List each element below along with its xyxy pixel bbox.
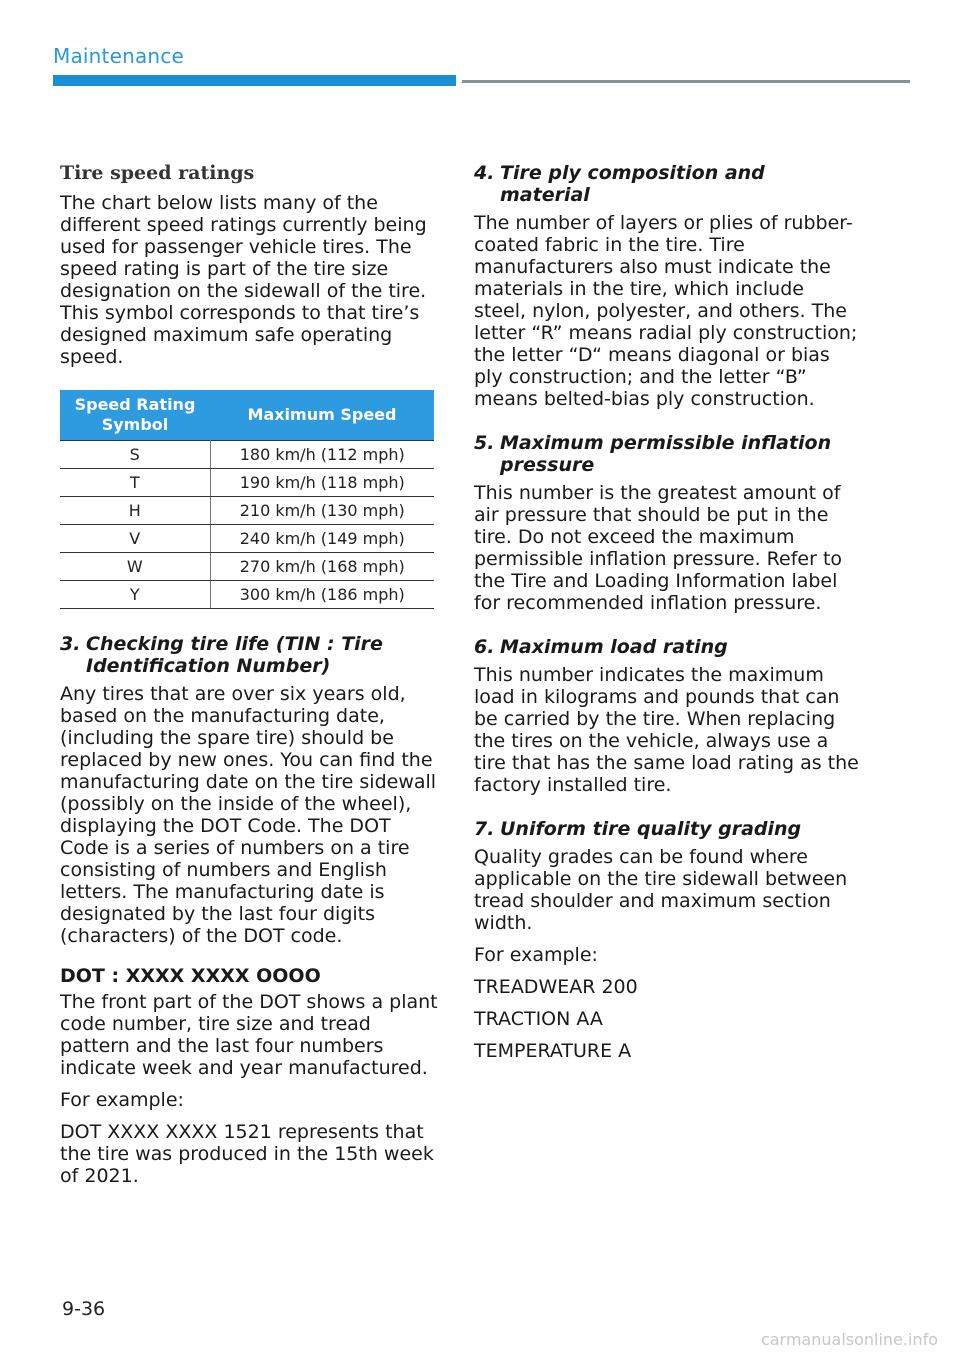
speed-symbol: T (60, 469, 210, 497)
speed-ratings-heading: Tire speed ratings (60, 162, 255, 184)
speed-ratings-intro: The chart below lists many of the different speed ratings currently being used for passenger vehicle tires. The speed rating is part of the tire size designation on the sidewall of the tire. This symbol corresponds to that tire’s designed maximum safe operating speed. (60, 192, 427, 368)
section-5-heading (474, 432, 860, 476)
max-speed: 210 km/h (130 mph) (210, 497, 434, 525)
dot-example: DOT XXXX XXXX 1521 represents that the tire was produced in the 15th week of 2021. (60, 1121, 434, 1187)
page-number: 9-36 (62, 1298, 106, 1320)
section-title: Maintenance (53, 44, 184, 68)
section-4-title: Tire ply composition and material (500, 162, 765, 206)
max-speed: 190 km/h (118 mph) (210, 469, 434, 497)
section-6-number: 6. (474, 636, 495, 658)
section-7-number: 7. (474, 818, 495, 840)
section-7-body: Quality grades can be found where applicable on the tire sidewall between tread shoulder and maximum section width. (474, 846, 848, 934)
section-3-body: Any tires that are over six years old, based on the manufacturing date, (including the spare tire) should be replaced by new ones. You can find the manufacturing date on the tire sidewall (possibly on the inside of the wheel), displaying the DOT Code. The DOT Code is a series of numbers on a tire consisting of numbers and English letters. The manufacturing date is designated by the last four digits (characters) of the DOT code. (60, 683, 437, 947)
speed-rating-table (60, 390, 434, 609)
left-column (60, 160, 438, 1187)
grading-treadwear: TREADWEAR 200 (474, 976, 638, 998)
table-header-speed: Maximum Speed (210, 390, 434, 441)
speed-symbol: W (60, 553, 210, 581)
section-3-title: Checking tire life (TIN : Tire Identification Number) (86, 633, 383, 677)
section-6-title: Maximum load rating (500, 636, 728, 658)
section-7-example-label: For example: (474, 944, 598, 966)
right-column (474, 160, 860, 1062)
speed-symbol: S (60, 441, 210, 469)
section-7-heading (474, 818, 860, 840)
table-row (60, 553, 434, 581)
section-6-heading (474, 636, 860, 658)
dot-code-body: The front part of the DOT shows a plant code number, tire size and tread pattern and the last four numbers indicate week and year manufactured. (60, 991, 438, 1079)
section-5-title: Maximum permissible inflation pressure (500, 432, 832, 476)
section-5-body: This number is the greatest amount of air pressure that should be put in the tire. Do not exceed the maximum permissible inflation pressure. Refer to the Tire and Loading Information label for recommended inflation pressure. (474, 482, 843, 614)
table-header-row (60, 390, 434, 441)
grading-traction: TRACTION AA (474, 1008, 603, 1030)
section-4-body: The number of layers or plies of rubber-coated fabric in the tire. Tire manufacturers also must indicate the materials in the tire, which include steel, nylon, polyester, and others. The letter “R” means radial ply construction; the letter “D“ means diagonal or bias ply construction; and the letter “B” means belted-bias ply construction. (474, 212, 858, 410)
speed-symbol: Y (60, 581, 210, 609)
header-rule-accent (53, 75, 456, 86)
section-4-number: 4. (474, 162, 495, 184)
section-4-heading (474, 162, 860, 206)
table-row (60, 525, 434, 553)
table-row (60, 581, 434, 609)
speed-symbol: V (60, 525, 210, 553)
section-5-number: 5. (474, 432, 495, 454)
section-3-heading (60, 633, 438, 677)
watermark: carmanualsonline.info (760, 1330, 938, 1349)
grading-temperature: TEMPERATURE A (474, 1040, 632, 1062)
table-row (60, 497, 434, 525)
dot-example-label: For example: (60, 1089, 184, 1111)
section-3-number: 3. (60, 633, 81, 655)
table-row (60, 441, 434, 469)
max-speed: 300 km/h (186 mph) (210, 581, 434, 609)
header-rule (462, 80, 910, 83)
speed-symbol: H (60, 497, 210, 525)
max-speed: 180 km/h (112 mph) (210, 441, 434, 469)
max-speed: 270 km/h (168 mph) (210, 553, 434, 581)
max-speed: 240 km/h (149 mph) (210, 525, 434, 553)
section-6-body: This number indicates the maximum load in kilograms and pounds that can be carried by the tire. When replacing the tires on the vehicle, always use a tire that has the same load rating as the factory installed tire. (474, 664, 859, 796)
section-7-title: Uniform tire quality grading (500, 818, 802, 840)
dot-code-heading: DOT : XXXX XXXX OOOO (60, 965, 321, 987)
table-header-symbol: Speed Rating Symbol (60, 390, 210, 441)
table-row (60, 469, 434, 497)
